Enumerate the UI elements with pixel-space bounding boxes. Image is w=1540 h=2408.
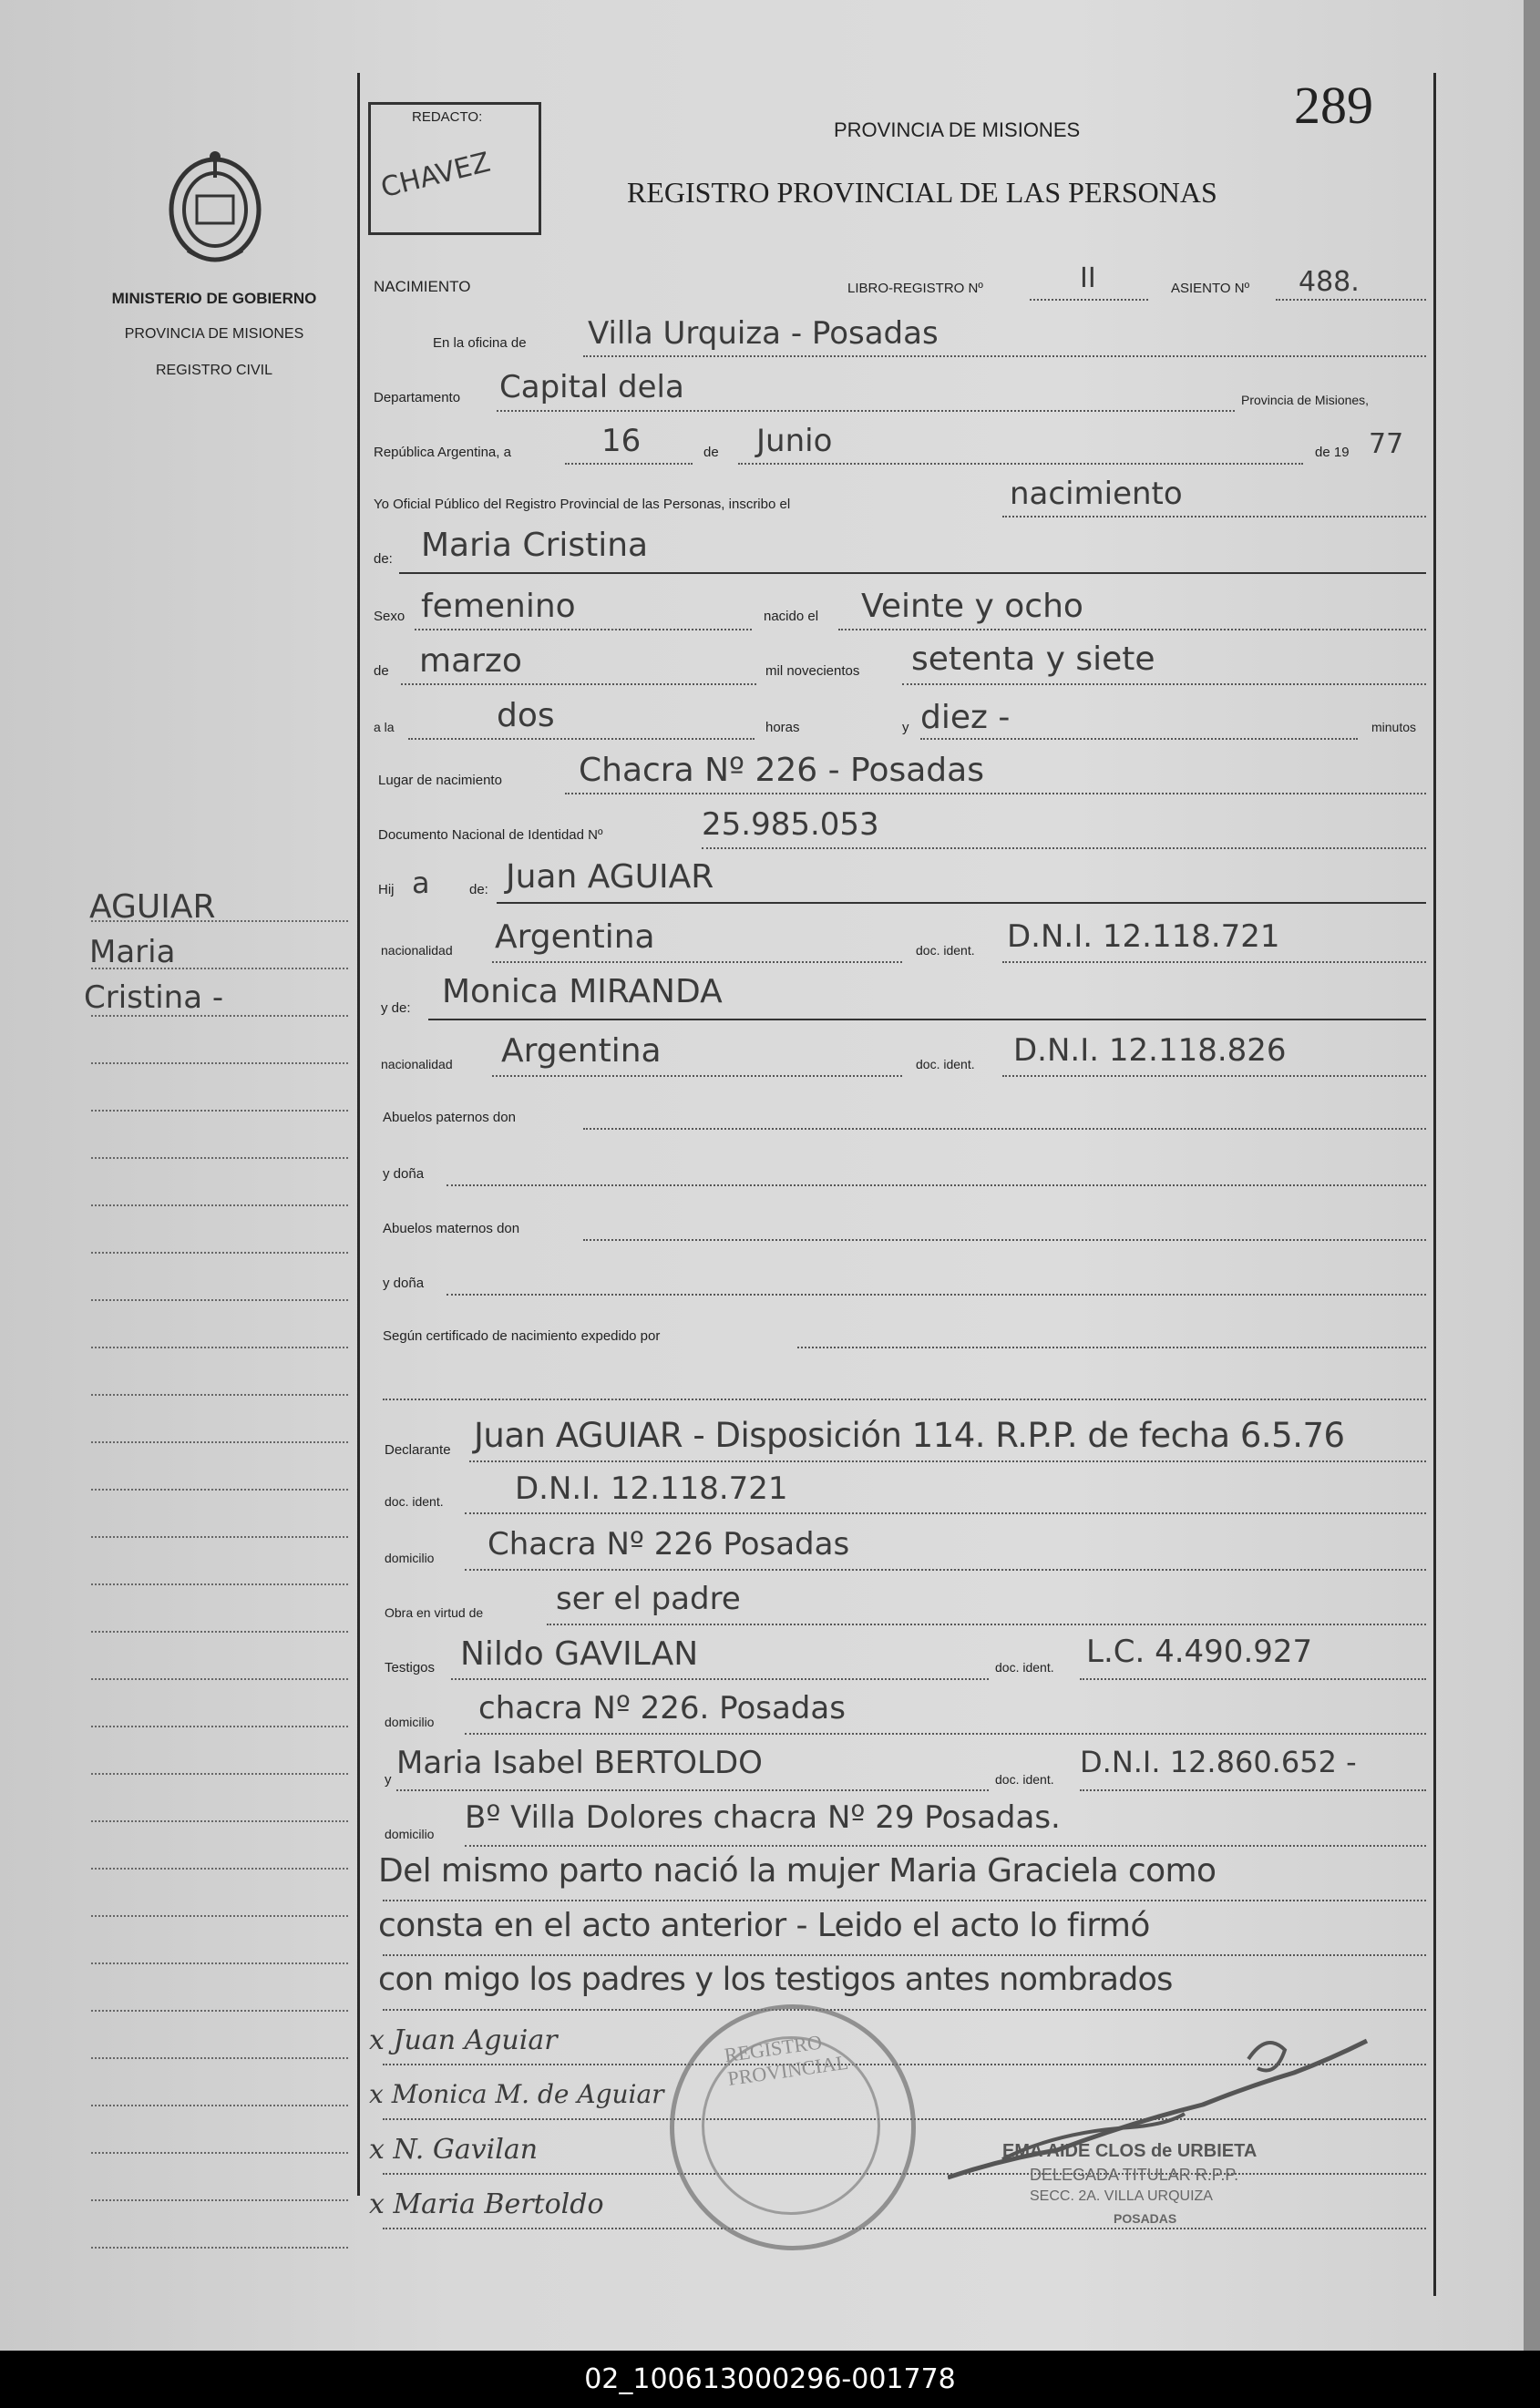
padre-doc-dots [1002, 961, 1426, 963]
margin-rule [91, 968, 348, 969]
testigo1-doc-value: L.C. 4.490.927 [1086, 1634, 1313, 1670]
provincia-suffix: Provincia de Misiones, [1241, 393, 1370, 407]
margin-rule [91, 1820, 348, 1822]
testigo1-dots [451, 1678, 989, 1680]
nacido-value: Veinte y ocho [861, 588, 1083, 625]
mes-label: de [374, 663, 389, 679]
segun-dots-2 [383, 1399, 1426, 1400]
margin-rule [91, 1536, 348, 1538]
mil-dots [902, 683, 1426, 685]
margin-rule [91, 920, 348, 922]
official-name: EMA AIDE CLOS de URBIETA [1002, 2141, 1258, 2161]
y-dona-label-1: y doña [383, 1166, 425, 1182]
decl-doc-value: D.N.I. 12.118.721 [515, 1470, 788, 1507]
madre-nac-label: nacionalidad [381, 1057, 453, 1071]
testigo1-doc-dots [1080, 1678, 1426, 1680]
madre-doc-value: D.N.I. 12.118.826 [1013, 1032, 1287, 1069]
margin-rule [91, 1962, 348, 1964]
libro-dots [1030, 299, 1148, 301]
note-dots-3 [383, 2009, 1426, 2011]
hija-suffix: a [412, 866, 430, 900]
nota-line3: con migo los padres y los testigos antes nombrados [378, 1962, 1173, 1998]
decl-dom-value: Chacra Nº 226 Posadas [488, 1526, 850, 1563]
mil-value: setenta y siete [911, 640, 1155, 678]
padre-nac-value: Argentina [495, 918, 655, 956]
inscribo-value: nacimiento [1010, 476, 1183, 512]
obra-label: Obra en virtud de [385, 1605, 484, 1620]
madre-doc-label: doc. ident. [916, 1057, 975, 1071]
signature-1: x Juan Aguiar [369, 2024, 558, 2056]
min-dots [920, 738, 1358, 740]
official-section: SECC. 2A. VILLA URQUIZA [1030, 2188, 1213, 2204]
name-line [399, 572, 1426, 574]
testigo1-dom-value: chacra Nº 226. Posadas [478, 1690, 846, 1727]
margin-rule [91, 2247, 348, 2249]
decl-doc-dots [465, 1512, 1426, 1514]
margin-rule [91, 1110, 348, 1112]
month-dots [738, 463, 1303, 465]
padre-nac-label: nacionalidad [381, 943, 453, 958]
hora-dots [408, 738, 755, 740]
margin-rule [91, 2152, 348, 2154]
note-dots-1 [383, 1900, 1426, 1901]
header-province: PROVINCIA DE MISIONES [834, 118, 1081, 141]
horas-label: horas [765, 720, 800, 735]
segun-dots [797, 1347, 1426, 1348]
departamento-label: Departamento [374, 390, 461, 405]
coat-of-arms-icon [160, 146, 270, 269]
margin-rule [91, 1157, 348, 1159]
sexo-value: femenino [421, 588, 576, 625]
margin-rule [91, 1062, 348, 1064]
month-value: Junio [756, 423, 833, 459]
asiento-value: 488. [1299, 266, 1360, 298]
margin-rule [91, 2010, 348, 2012]
ministry-line1: MINISTERIO DE GOBIERNO [111, 290, 317, 307]
obra-value: ser el padre [556, 1581, 741, 1617]
margin-surname: AGUIAR [89, 888, 216, 926]
margin-rule [91, 1678, 348, 1680]
right-border-line [1433, 73, 1436, 2296]
testigo1-value: Nildo GAVILAN [460, 1635, 699, 1673]
margin-rule [91, 2199, 348, 2201]
margin-rule [91, 1299, 348, 1301]
decl-dom-label: domicilio [385, 1551, 435, 1565]
nota-line2: consta en el acto anterior - Leido el acto lo firmó [378, 1907, 1150, 1944]
libro-value: II [1080, 262, 1096, 294]
record-type: NACIMIENTO [374, 278, 471, 295]
y-dona-dots-1 [447, 1184, 1426, 1186]
declarante-dots [469, 1460, 1426, 1462]
decl-doc-label: doc. ident. [385, 1494, 444, 1509]
signature-3: x N. Gavilan [369, 2134, 539, 2166]
margin-given1: Maria [89, 934, 176, 970]
footer-bar [0, 2351, 1540, 2408]
mes-value: marzo [419, 642, 522, 680]
left-border-line [357, 73, 360, 2196]
sexo-label: Sexo [374, 609, 406, 624]
ministry-line3: REGISTRO CIVIL [155, 363, 273, 378]
margin-rule [91, 1015, 348, 1017]
mes-dots [401, 683, 756, 685]
abuelos-maternos-dots [583, 1239, 1426, 1241]
sexo-dots [415, 629, 752, 630]
testigos-label: Testigos [385, 1660, 436, 1675]
header-registry: REGISTRO PROVINCIAL DE LAS PERSONAS [627, 176, 1217, 209]
padre-line [497, 902, 1426, 904]
dni-label: Documento Nacional de Identidad Nº [378, 827, 603, 843]
official-title: DELEGADA TITULAR R.P.P. [1030, 2166, 1239, 2184]
padre-nac-dots [492, 961, 902, 963]
de-name-label: de: [374, 551, 393, 567]
hora-value: dos [497, 697, 555, 734]
margin-rule [91, 1726, 348, 1727]
obra-dots [547, 1624, 1426, 1625]
asiento-label: ASIENTO Nº [1171, 281, 1250, 296]
testigo2-dots [396, 1789, 989, 1791]
footer-id: 02_100613000296-001778 [584, 2363, 956, 2395]
y-dona-label-2: y doña [383, 1276, 425, 1291]
margin-rule [91, 1631, 348, 1633]
lugar-label: Lugar de nacimiento [378, 773, 502, 788]
margin-rule [91, 1915, 348, 1917]
note-dots-2 [383, 1954, 1426, 1956]
hora-label: a la [374, 720, 395, 734]
madre-doc-dots [1002, 1075, 1426, 1077]
padre-doc-label: doc. ident. [916, 943, 975, 958]
registry-stamp [670, 2004, 916, 2250]
nacido-dots [838, 629, 1426, 630]
margin-rule [91, 1441, 348, 1443]
lugar-value: Chacra Nº 226 - Posadas [579, 752, 984, 789]
margin-rule [91, 2105, 348, 2106]
margin-rule [91, 2057, 348, 2059]
margin-rule [91, 1773, 348, 1775]
declarante-label: Declarante [385, 1442, 451, 1458]
oficina-dots [583, 355, 1426, 357]
testigo2-doc-dots [1080, 1789, 1426, 1791]
minutos-label: minutos [1371, 720, 1417, 734]
margin-rule [91, 1868, 348, 1870]
margin-given2: Cristina - [84, 979, 224, 1016]
hija-label: Hij [378, 882, 395, 897]
mil-label: mil novecientos [765, 663, 860, 679]
testigo2-value: Maria Isabel BERTOLDO [396, 1745, 763, 1781]
page-number: 289 [1294, 76, 1373, 135]
y-de-label: y de: [381, 1000, 411, 1016]
testigo2-doc-label: doc. ident. [995, 1772, 1054, 1787]
margin-rule [91, 1394, 348, 1396]
redacto-label: REDACTO: [412, 109, 483, 125]
madre-nac-value: Argentina [501, 1032, 662, 1070]
sig-dots-4 [383, 2228, 1426, 2229]
padre-doc-value: D.N.I. 12.118.721 [1007, 918, 1280, 955]
hija-de-label: de: [469, 882, 488, 897]
margin-rule [91, 1347, 348, 1348]
madre-value: Monica MIRANDA [442, 973, 723, 1010]
nacido-label: nacido el [764, 609, 819, 624]
ministry-line2: PROVINCIA DE MISIONES [124, 326, 304, 342]
oficina-label: En la oficina de [433, 335, 527, 351]
departamento-dots [497, 410, 1235, 412]
libro-label: LIBRO-REGISTRO Nº [847, 281, 983, 296]
testigo2-dom-value: Bº Villa Dolores chacra Nº 29 Posadas. [465, 1799, 1061, 1836]
redacto-box [368, 102, 541, 235]
dni-dots [702, 847, 1426, 849]
inscribo-dots [1002, 516, 1426, 517]
margin-rule [91, 1252, 348, 1254]
dni-value: 25.985.053 [702, 806, 879, 843]
testigo1-dom-dots [465, 1733, 1426, 1735]
lugar-dots [565, 793, 1426, 794]
nota-line1: Del mismo parto nació la mujer Maria Graciela como [378, 1852, 1217, 1890]
day-value: 16 [601, 423, 642, 459]
oficina-value: Villa Urquiza - Posadas [588, 315, 939, 352]
republica-label: República Argentina, a [374, 445, 511, 460]
min-value: diez - [920, 699, 1011, 736]
y-dona-dots-2 [447, 1294, 1426, 1296]
de-label: de [703, 445, 719, 460]
margin-rule [91, 1583, 348, 1585]
y-label: y [902, 720, 909, 735]
testigo2-prefix: y [385, 1772, 392, 1788]
testigo2-dom-label: domicilio [385, 1827, 435, 1841]
margin-rule [91, 1489, 348, 1491]
signature-4: x Maria Bertoldo [369, 2188, 604, 2220]
padre-value: Juan AGUIAR [506, 858, 714, 896]
decl-dom-dots [465, 1569, 1426, 1571]
madre-nac-dots [492, 1075, 902, 1077]
testigo1-doc-label: doc. ident. [995, 1660, 1054, 1675]
declarante-value: Juan AGUIAR - Disposición 114. R.P.P. de fecha 6.5.76 [474, 1416, 1345, 1455]
asiento-dots [1276, 299, 1426, 301]
stamp-round-text: REGISTRO PROVINCIAL [723, 2030, 850, 2090]
official-city: POSADAS [1114, 2211, 1177, 2226]
year-label: de 19 [1315, 445, 1350, 460]
day-dots [565, 463, 693, 465]
departamento-value: Capital dela [499, 369, 684, 405]
madre-line [428, 1019, 1426, 1020]
margin-rule [91, 1204, 348, 1206]
segun-label: Según certificado de nacimiento expedido por [383, 1328, 661, 1344]
year-value: 77 [1369, 428, 1404, 460]
signature-2: x Monica M. de Aguiar [369, 2079, 664, 2109]
testigo1-dom-label: domicilio [385, 1715, 435, 1729]
name-value: Maria Cristina [421, 527, 649, 564]
testigo2-dom-dots [465, 1845, 1426, 1847]
abuelos-paternos-label: Abuelos paternos don [383, 1110, 516, 1125]
redacto-name: CHAVEZ [377, 146, 494, 205]
oficial-text: Yo Oficial Público del Registro Provincial de las Personas, inscribo el [374, 497, 791, 512]
abuelos-paternos-dots [583, 1128, 1426, 1130]
testigo2-doc-value: D.N.I. 12.860.652 - [1080, 1745, 1357, 1779]
page-edge [1524, 0, 1540, 2351]
official-signature-scribble [948, 2023, 1385, 2187]
abuelos-maternos-label: Abuelos maternos don [383, 1221, 520, 1236]
